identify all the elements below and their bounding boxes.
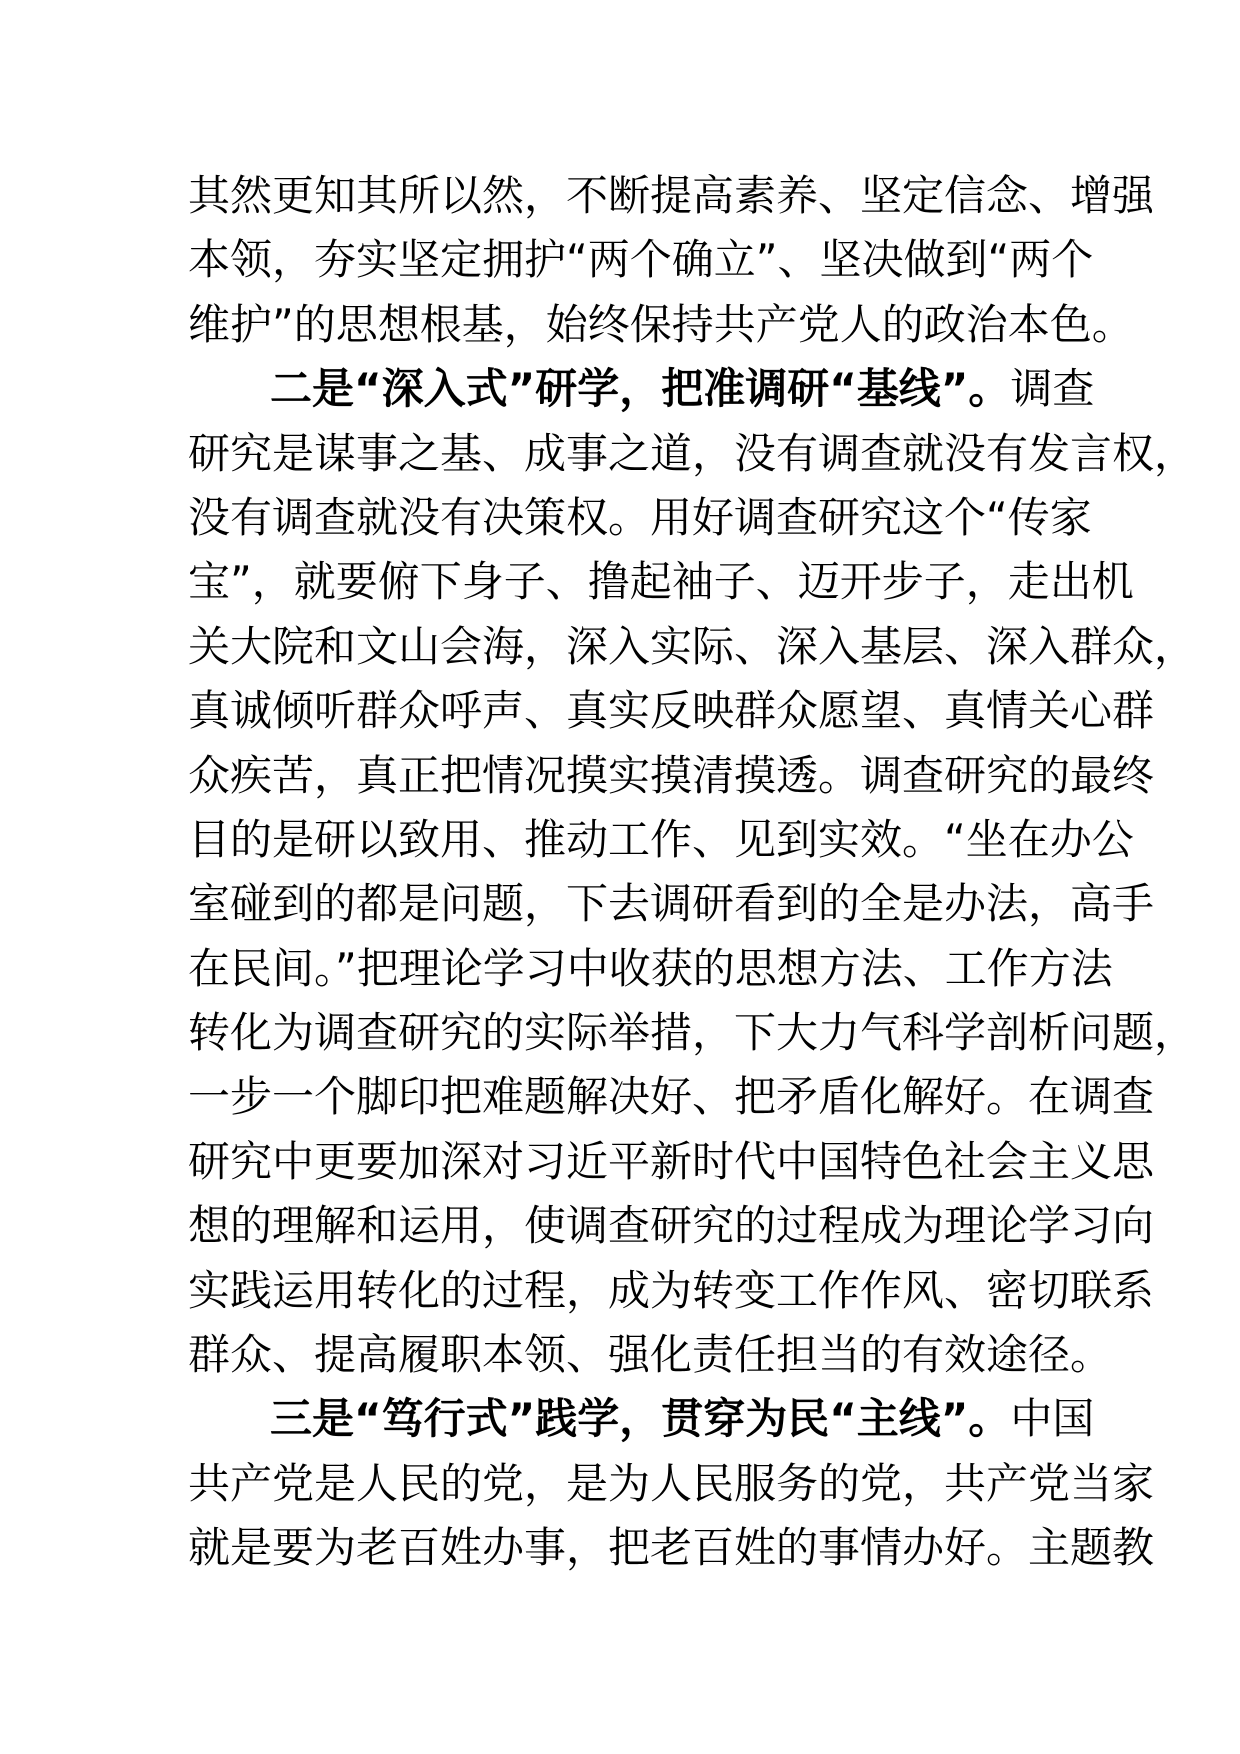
text-line: 其然更知其所以然，不断提高素养、坚定信念、增强 [188,171,1155,220]
text-line: 目的是研以致用、推动工作、见到实效。“坐在办公 [188,814,1134,864]
text-line: 本领，夯实坚定拥护“两个确立”、坚决做到“两个 [188,235,1094,285]
paragraph-3 [188,1387,1155,1580]
body-text [188,164,1197,1581]
text-line: 群众、提高履职本领、强化责任担当的有效途径。 [188,1330,1113,1380]
text-line: 宝”，就要俯下身子、撸起袖子、迈开步子，走出机 [188,557,1134,607]
text-line: 在民间。”把理论学习中收获的思想方法、工作方法 [188,943,1113,993]
text-line: 转化为调查研究的实际举措，下大力气科学剖析问题， [188,1008,1197,1058]
text-line: 研究是谋事之基、成事之道，没有调查就没有发言权， [188,428,1197,478]
text-line: 关大院和文山会海，深入实际、深入基层、深入群众， [188,621,1197,671]
paragraph-1 [188,164,1155,357]
text-line: 一步一个脚印把难题解决好、把矛盾化解好。在调查 [188,1072,1155,1122]
section-heading: 三是“笃行式”践学，贯穿为民“主线”。 [270,1394,1011,1444]
text-line: 想的理解和运用，使调查研究的过程成为理论学习向 [188,1201,1155,1251]
text-run: 中国 [1010,1394,1095,1444]
paragraph-2 [188,357,1197,1387]
section-heading: 二是“深入式”研学，把准调研“基线”。 [270,364,1011,414]
text-line: 众疾苦，真正把情况摸实摸清摸透。调查研究的最终 [188,750,1155,800]
paragraph-2-first-line [188,357,1095,421]
text-line: 没有调查就没有决策权。用好调查研究这个“传家 [188,492,1092,542]
text-line: 就是要为老百姓办事，把老百姓的事情办好。主题教 [188,1523,1155,1573]
text-run: 调查 [1010,364,1095,414]
text-line: 维护”的思想根基，始终保持共产党人的政治本色。 [188,299,1134,349]
text-line: 共产党是人民的党，是为人民服务的党，共产党当家 [188,1458,1155,1508]
paragraph-3-first-line [188,1387,1095,1451]
text-line: 真诚倾听群众呼声、真实反映群众愿望、真情关心群 [188,686,1155,736]
text-line: 室碰到的都是问题，下去调研看到的全是办法，高手 [188,879,1155,929]
text-line: 研究中更要加深对习近平新时代中国特色社会主义思 [188,1136,1155,1186]
text-line: 实践运用转化的过程，成为转变工作作风、密切联系 [188,1265,1155,1315]
